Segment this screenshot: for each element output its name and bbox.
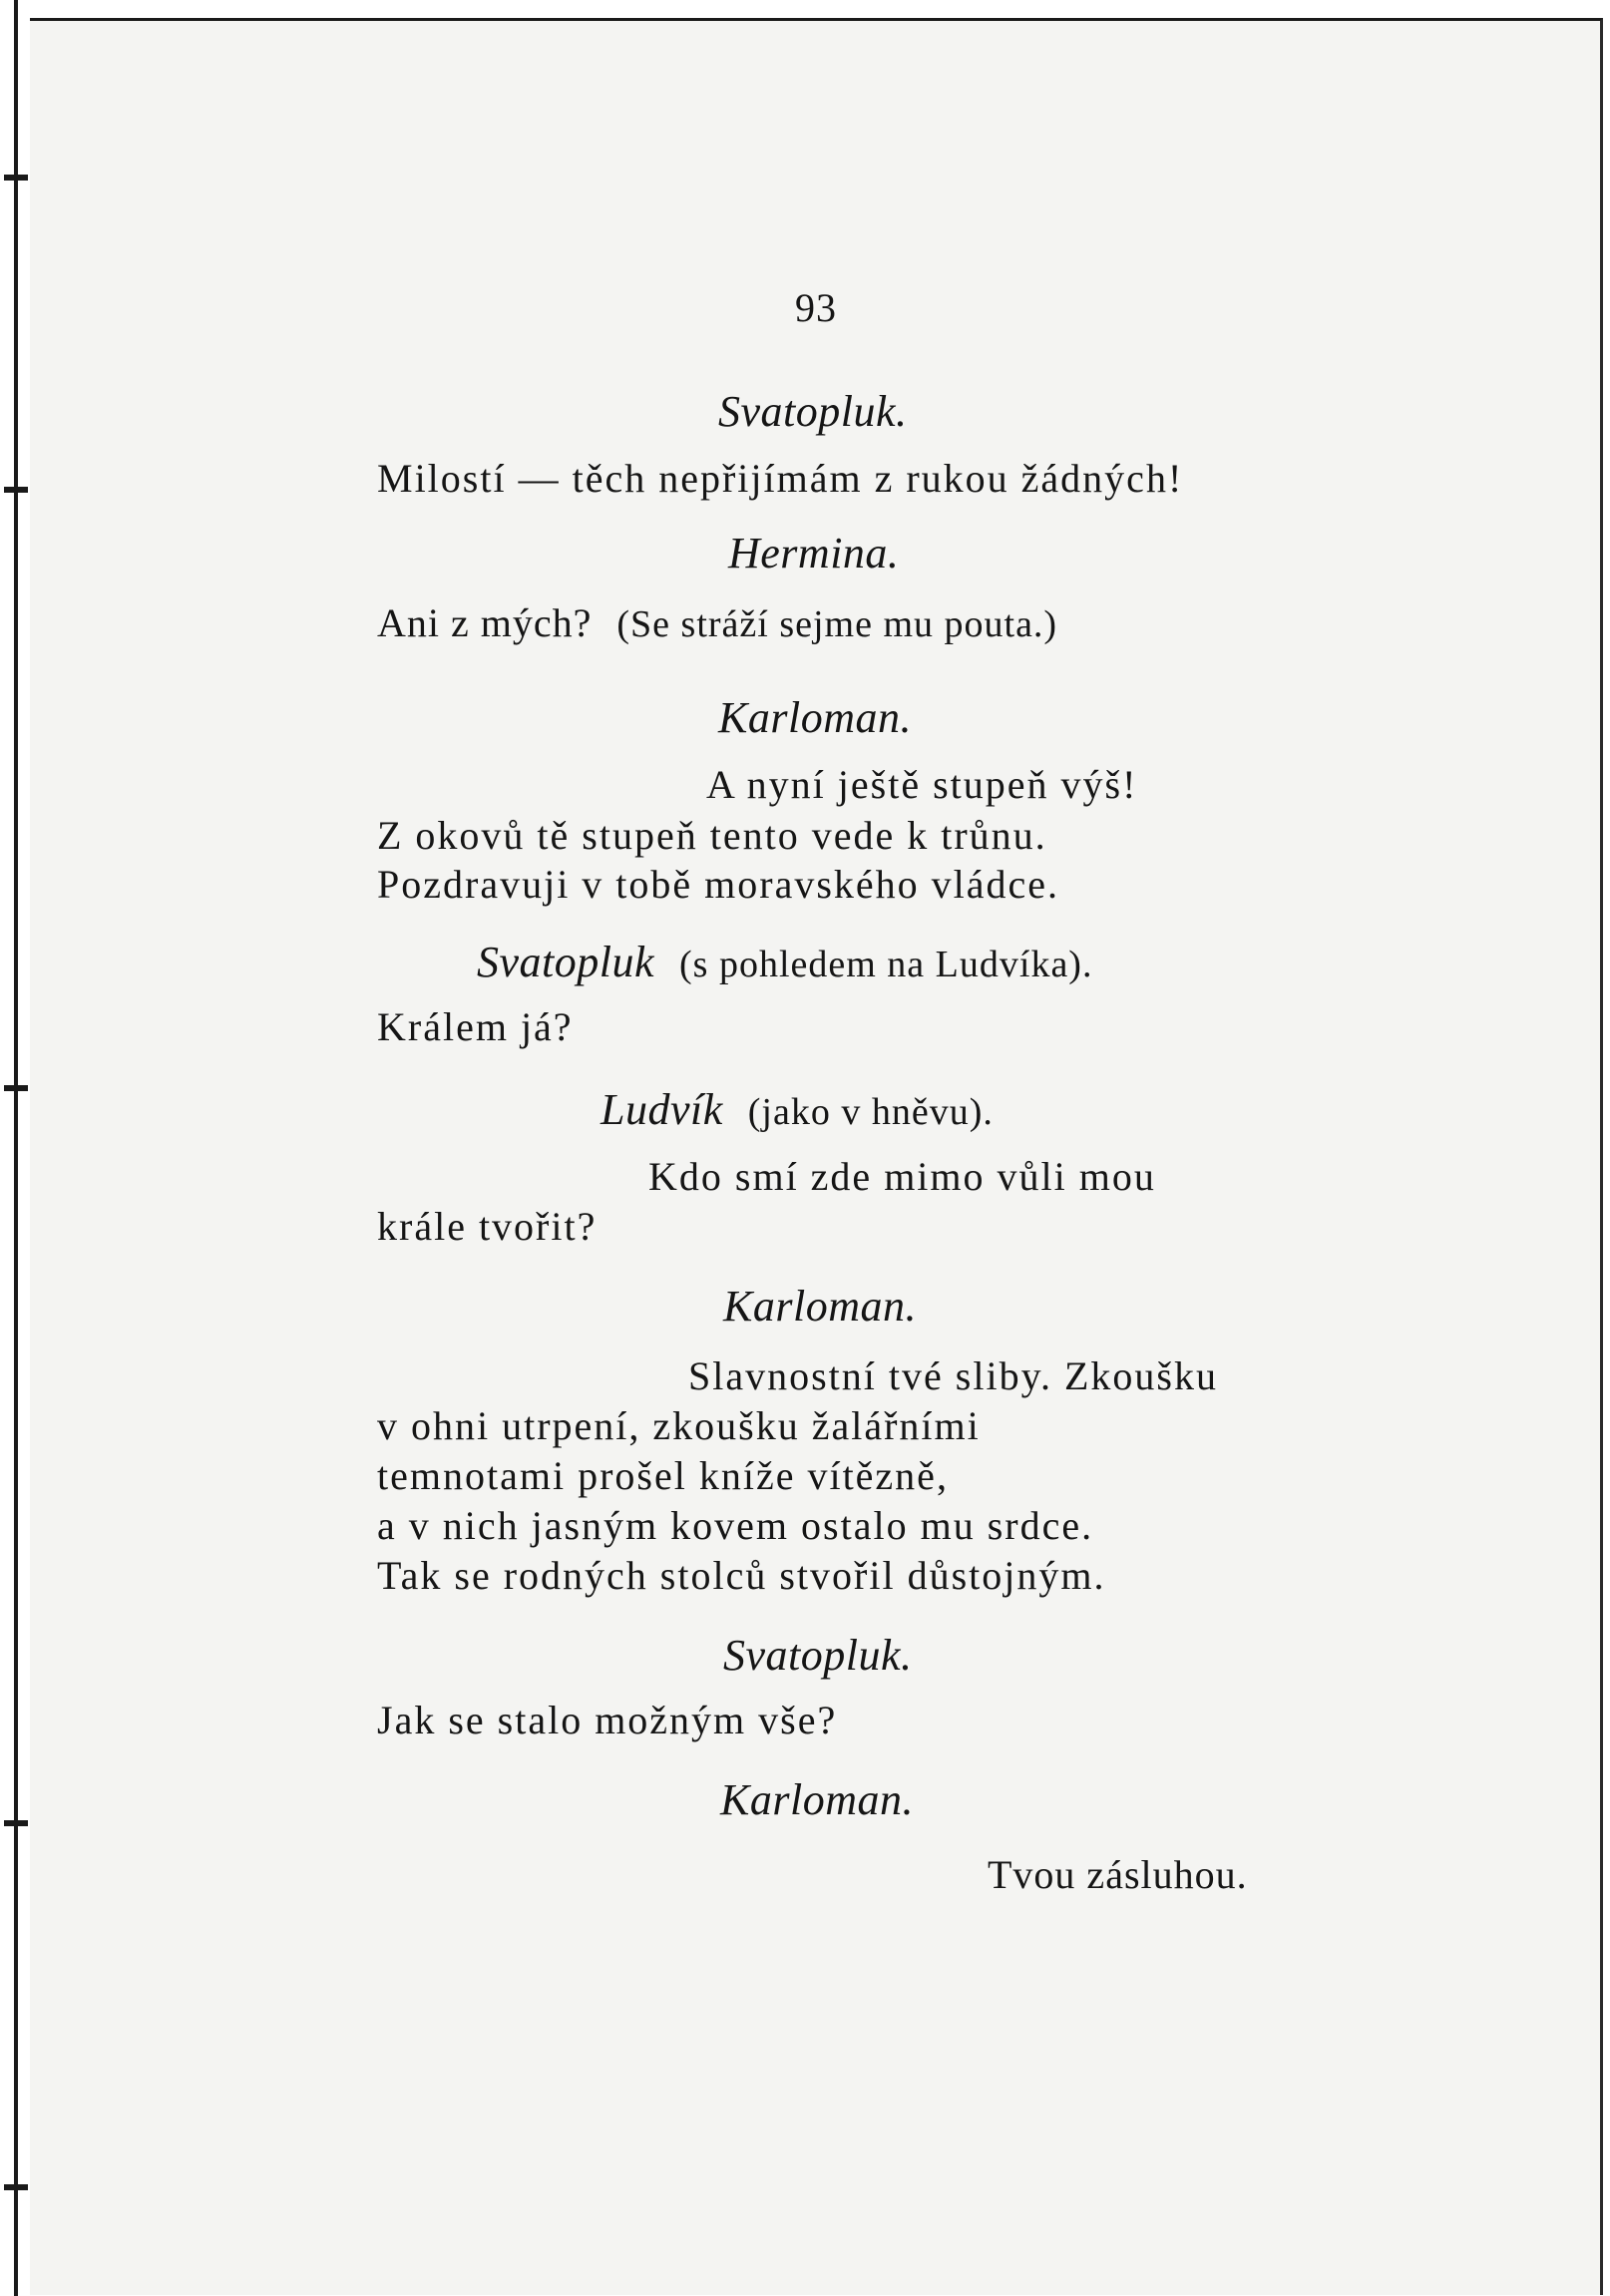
speaker-name: Karloman. [723,1282,917,1331]
verse-line: Pozdravuji v tobě moravského vládce. [377,862,1060,907]
binding-mark [4,2184,28,2190]
speaker-name: Ludvík [601,1085,723,1134]
binding-mark [4,1820,28,1826]
verse-text: Ani z mých? [377,600,593,645]
speaker-name: Svatopluk [477,938,655,986]
verse-line: v ohni utrpení, zkoušku žalářními [377,1403,981,1448]
verse-line: Milostí — těch nepřijímám z rukou žádných! [377,456,1184,501]
verse-line [377,598,1057,649]
binding-mark [4,1085,28,1091]
verse-line: a v nich jasným kovem ostalo mu srdce. [377,1503,1094,1548]
binding-mark [4,175,28,181]
speaker-line [477,938,1092,989]
verse-line: Tak se rodných stolců stvořil důstojným. [377,1553,1106,1598]
verse-line: Tvou zásluhou. [988,1852,1248,1897]
speaker-name: Karloman. [718,693,912,742]
binding-edge [14,0,18,2296]
stage-direction: (Se stráží sejme mu pouta.) [616,603,1058,645]
stage-direction: (s pohledem na Ludvíka). [679,944,1093,985]
verse-line: Slavnostní tvé sliby. Zkoušku [688,1353,1218,1398]
binding-mark [4,487,28,493]
speaker-line [601,1085,994,1137]
verse-line: Králem já? [377,1004,574,1049]
speaker-name: Karloman. [720,1775,914,1824]
verse-line: A nyní ještě stupeň výš! [706,762,1138,807]
verse-line: temnotami prošel kníže vítězně, [377,1453,949,1498]
speaker-name: Svatopluk. [718,387,908,436]
stage-direction: (jako v hněvu). [747,1091,994,1133]
verse-line: Z okovů tě stupeň tento vede k trůnu. [377,813,1047,858]
verse-line: Jak se stalo možným vše? [377,1698,838,1742]
speaker-name: Hermina. [728,529,900,577]
verse-line: Kdo smí zde mimo vůli mou [648,1154,1156,1199]
verse-line: krále tvořit? [377,1204,598,1249]
speaker-name: Svatopluk. [723,1631,913,1680]
page-number: 93 [795,285,837,330]
